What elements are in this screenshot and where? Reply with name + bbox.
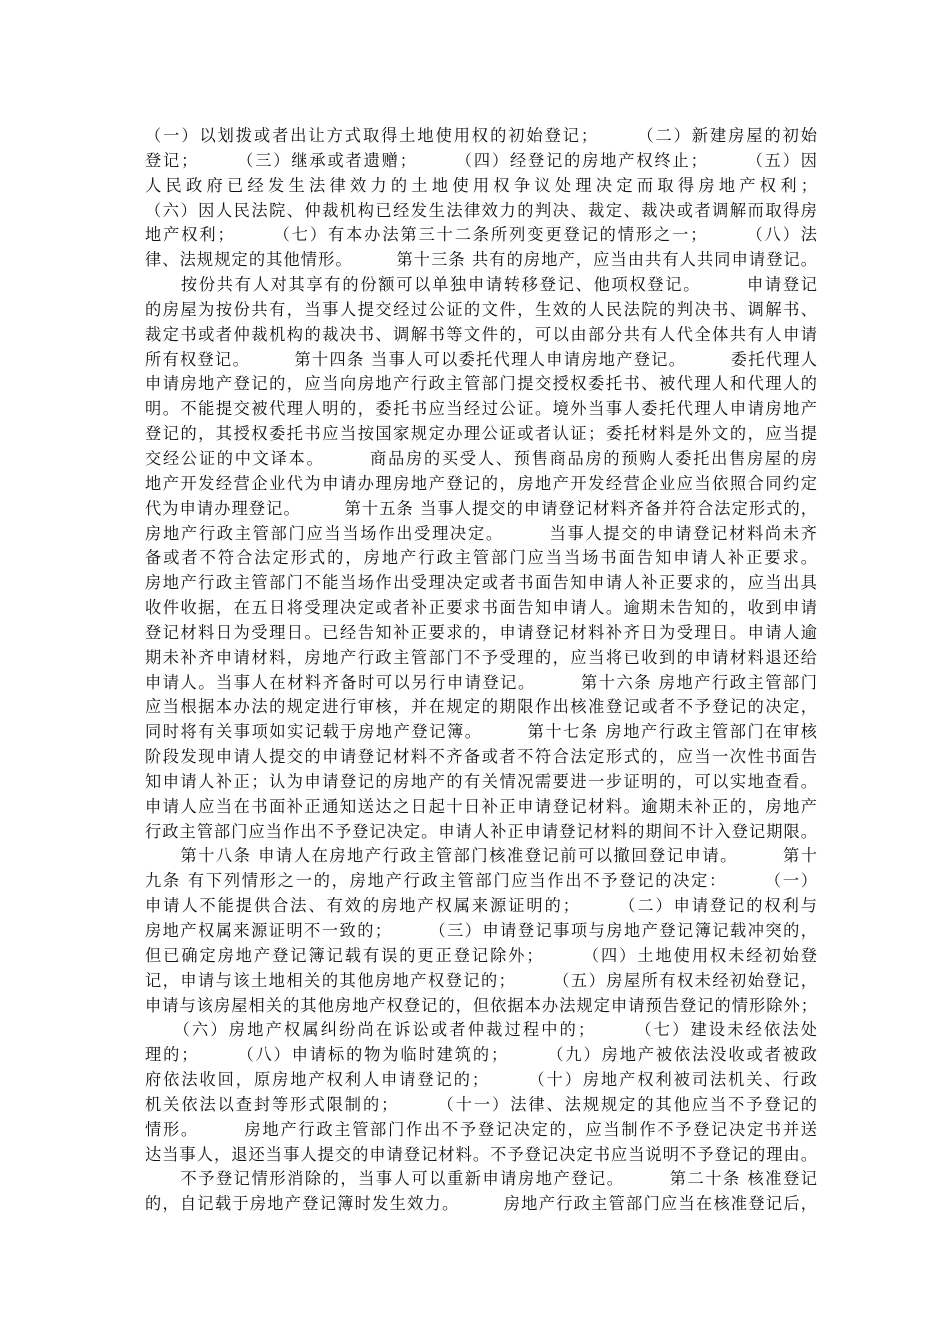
text-line: 申请房地产登记的，应当向房地产行政主管部门提交授权委托书、被代理人和代理人的	[145, 374, 817, 394]
text-line: 阶段发现申请人提交的申请登记材料不齐备或者不符合法定形式的，应当一次性书面告	[145, 747, 817, 767]
text-line: 申请人应当在书面补正通知送达之日起十日补正申请登记材料。逾期未补正的，房地产	[145, 796, 817, 816]
text-line: 记，申请与该土地相关的其他房地产权登记的； （五）房屋所有权未经初始登记，	[145, 970, 817, 990]
text-line: 律、法规规定的其他情形。 第十三条 共有的房地产，应当由共有人共同申请登记。	[145, 250, 817, 270]
text-line: （一）以划拨或者出让方式取得土地使用权的初始登记； （二）新建房屋的初始	[145, 126, 817, 145]
text-line: 第十八条 申请人在房地产行政主管部门核准登记前可以撤回登记申请。 第十	[145, 846, 817, 866]
text-line: 收件收据，在五日将受理决定或者补正要求书面告知申请人。逾期未告知的，收到申请	[145, 598, 817, 618]
text-line: 九条 有下列情形之一的，房地产行政主管部门应当作出不予登记的决定： （一）	[145, 871, 817, 891]
text-line: 地产开发经营企业代为申请办理房地产登记的，房地产开发经营企业应当依照合同约定	[145, 473, 817, 493]
text-line: 所有权登记。 第十四条 当事人可以委托代理人申请房地产登记。 委托代理人	[145, 349, 817, 369]
text-line: 登记； （三）继承或者遗赠； （四）经登记的房地产权终止； （五）因	[145, 150, 817, 170]
text-line: 府依法收回，原房地产权利人申请登记的； （十）房地产权利被司法机关、行政	[145, 1070, 817, 1090]
text-line: 申请人。当事人在材料齐备时可以另行申请登记。 第十六条 房地产行政主管部门	[145, 672, 817, 692]
document-body	[145, 124, 817, 1217]
text-line: 同时将有关事项如实记载于房地产登记簿。 第十七条 房地产行政主管部门在审核	[145, 722, 817, 742]
text-line: （六）房地产权属纠纷尚在诉讼或者仲裁过程中的； （七）建设未经依法处	[145, 1020, 817, 1040]
text-line: 行政主管部门应当作出不予登记决定。申请人补正申请登记材料的期间不计入登记期限。	[145, 821, 817, 841]
text-line: 知申请人补正；认为申请登记的房地产的有关情况需要进一步证明的，可以实地查看。	[145, 771, 817, 791]
text-line: 登记材料日为受理日。已经告知补正要求的，申请登记材料补齐日为受理日。申请人逾	[145, 622, 817, 642]
text-line: 但已确定房地产登记簿记载有误的更正登记除外； （四）土地使用权未经初始登	[145, 945, 817, 965]
text-line: 情形。 房地产行政主管部门作出不予登记决定的，应当制作不予登记决定书并送	[145, 1119, 817, 1139]
text-line: 登记的，其授权委托书应当按国家规定办理公证或者认证；委托材料是外文的，应当提	[145, 424, 817, 444]
text-line: 应当根据本办法的规定进行审核，并在规定的期限作出核准登记或者不予登记的决定，	[145, 697, 817, 717]
text-line: 备或者不符合法定形式的，房地产行政主管部门应当当场书面告知申请人补正要求。	[145, 548, 817, 568]
text-line: 达当事人，退还当事人提交的申请登记材料。不予登记决定书应当说明不予登记的理由。	[145, 1144, 817, 1164]
text-line: 不予登记情形消除的，当事人可以重新申请房地产登记。 第二十条 核准登记	[145, 1169, 817, 1189]
text-line: 人民政府已经发生法律效力的土地使用权争议处理决定而取得房地产权利；	[145, 175, 817, 195]
text-line: 房地产行政主管部门不能当场作出受理决定或者书面告知申请人补正要求的，应当出具	[145, 573, 817, 593]
text-line: 按份共有人对其享有的份额可以单独申请转移登记、他项权登记。 申请登记	[145, 275, 817, 295]
text-line: 理的； （八）申请标的物为临时建筑的； （九）房地产被依法没收或者被政	[145, 1045, 817, 1065]
text-line: 的房屋为按份共有，当事人提交经过公证的文件，生效的人民法院的判决书、调解书、	[145, 299, 817, 319]
text-line: 明。不能提交被代理人明的，委托书应当经过公证。境外当事人委托代理人申请房地产	[145, 399, 817, 419]
text-line: 房地产行政主管部门应当当场作出受理决定。 当事人提交的申请登记材料尚未齐	[145, 523, 817, 543]
text-line: 代为申请办理登记。 第十五条 当事人提交的申请登记材料齐备并符合法定形式的，	[145, 498, 817, 518]
text-line: 申请与该房屋相关的其他房地产权登记的，但依据本办法规定申请预告登记的情形除外；	[145, 995, 817, 1015]
text-line: （六）因人民法院、仲裁机构已经发生法律效力的判决、裁定、裁决或者调解而取得房	[145, 200, 817, 220]
text-line: 机关依法以查封等形式限制的； （十一）法律、法规规定的其他应当不予登记的	[145, 1094, 817, 1114]
text-line: 裁定书或者仲裁机构的裁决书、调解书等文件的，可以由部分共有人代全体共有人申请	[145, 324, 817, 344]
text-line: 的，自记载于房地产登记簿时发生效力。 房地产行政主管部门应当在核准登记后，	[145, 1194, 817, 1214]
text-line: 申请人不能提供合法、有效的房地产权属来源证明的； （二）申请登记的权利与	[145, 896, 817, 916]
text-line: 地产权利； （七）有本办法第三十二条所列变更登记的情形之一； （八）法	[145, 225, 817, 245]
text-line: 期未补齐申请材料，房地产行政主管部门不予受理的，应当将已收到的申请材料退还给	[145, 647, 817, 667]
text-line: 交经公证的中文译本。 商品房的买受人、预售商品房的预购人委托出售房屋的房	[145, 448, 817, 468]
text-line: 房地产权属来源证明不一致的； （三）申请登记事项与房地产登记簿记载冲突的，	[145, 921, 817, 940]
